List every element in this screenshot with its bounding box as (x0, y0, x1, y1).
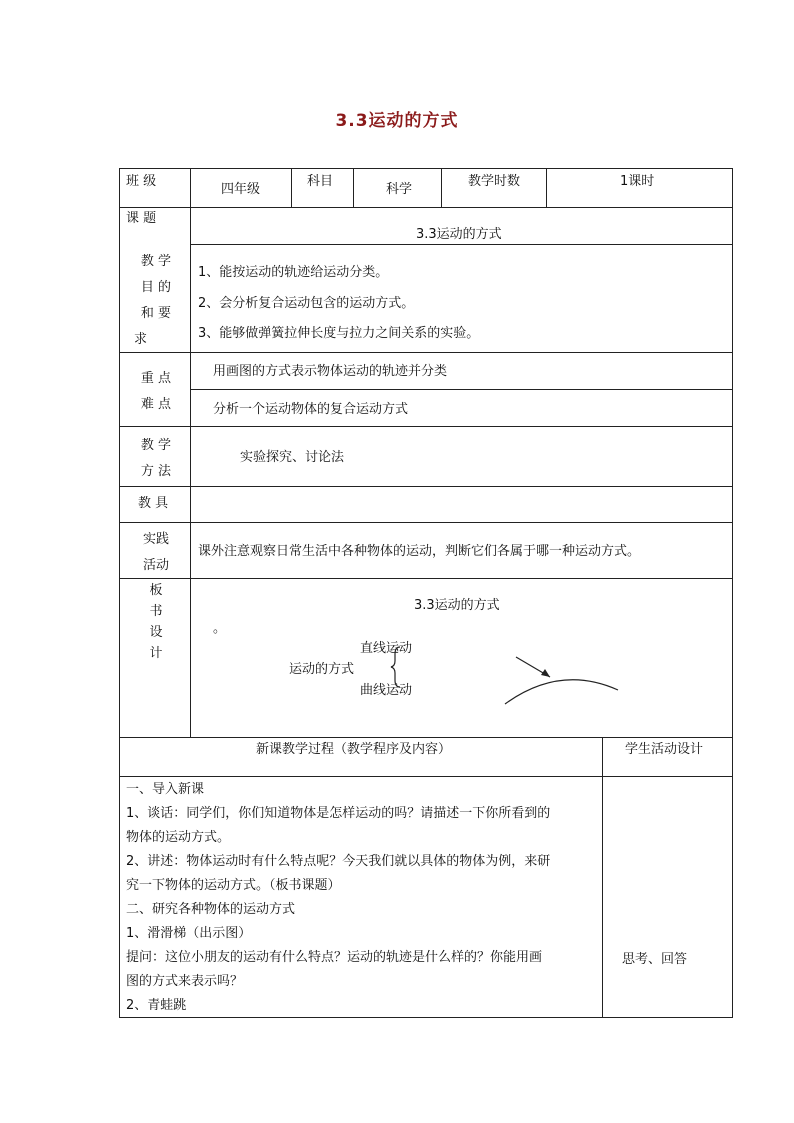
board-branch-curved: 曲线运动 (360, 683, 413, 698)
goal-item: 3、能够做弹簧拉伸长度与拉力之间关系的实验。 (198, 326, 480, 341)
brace-icon (390, 645, 410, 689)
practice-label: 实践 活动 (142, 532, 169, 573)
lesson-line: 提问：这位小朋友的运动有什么特点？运动的轨迹是什么样的？你能用画 (126, 950, 543, 965)
lesson-line: 物体的运动方式。 (126, 830, 231, 845)
hours-value: 1课时 (620, 174, 655, 189)
class-value: 四年级 (221, 182, 261, 197)
subject-label: 科目 (307, 174, 334, 189)
method-value: 实验探究、讨论法 (240, 450, 345, 465)
board-branch-linear: 直线运动 (360, 641, 413, 656)
lesson-line: 1、谈话：同学们，你们知道物体是怎样运动的吗？请描述一下你所看到的 (126, 806, 551, 821)
board-heading: 3.3运动的方式 (414, 598, 500, 613)
tools-label: 教 具 (138, 496, 169, 511)
subject-value: 科学 (386, 182, 413, 197)
key-point: 用画图的方式表示物体运动的轨迹并分类 (213, 364, 448, 379)
class-label: 班 级 (126, 174, 157, 189)
difficult-point: 分析一个运动物体的复合运动方式 (213, 402, 409, 417)
curve-trajectory-icon (500, 650, 625, 710)
lesson-line: 2、讲述：物体运动时有什么特点呢？今天我们就以具体的物体为例，来研 (126, 854, 551, 869)
goal-item: 1、能按运动的轨迹给运动分类。 (198, 265, 389, 280)
lesson-line: 图的方式来表示吗？ (126, 974, 244, 989)
page-title: 3.3运动的方式 (335, 111, 459, 131)
student-activity-header: 学生活动设计 (625, 742, 704, 757)
lesson-line: 究一下物体的运动方式。（板书课题） (126, 878, 341, 893)
hours-label: 教学时数 (468, 174, 521, 189)
topic-value: 3.3运动的方式 (416, 227, 502, 242)
lesson-line: 二、研究各种物体的运动方式 (126, 902, 296, 917)
goal-item: 2、会分析复合运动包含的运动方式。 (198, 296, 415, 311)
lesson-line: 一、导入新课 (126, 782, 205, 797)
board-dot: 。 (213, 621, 227, 636)
topic-label: 课 题 (126, 211, 157, 226)
goals-label: 教 学 目 的 和 要 求 (134, 254, 172, 347)
board-label: 板 书 设 计 (149, 583, 163, 661)
student-activity: 思考、回答 (622, 952, 688, 967)
lesson-line: 1、滑滑梯（出示图） (126, 926, 252, 941)
method-label: 教 学 方 法 (140, 438, 172, 479)
process-header: 新课教学过程（教学程序及内容） (256, 742, 452, 757)
practice-value: 课外注意观察日常生活中各种物体的运动，判断它们各属于哪一种运动方式。 (198, 544, 641, 559)
board-root: 运动的方式 (289, 662, 355, 677)
lesson-process (126, 778, 600, 1018)
lesson-line: 2、青蛙跳 (126, 998, 187, 1013)
keypoints-label: 重 点 难 点 (140, 371, 172, 412)
